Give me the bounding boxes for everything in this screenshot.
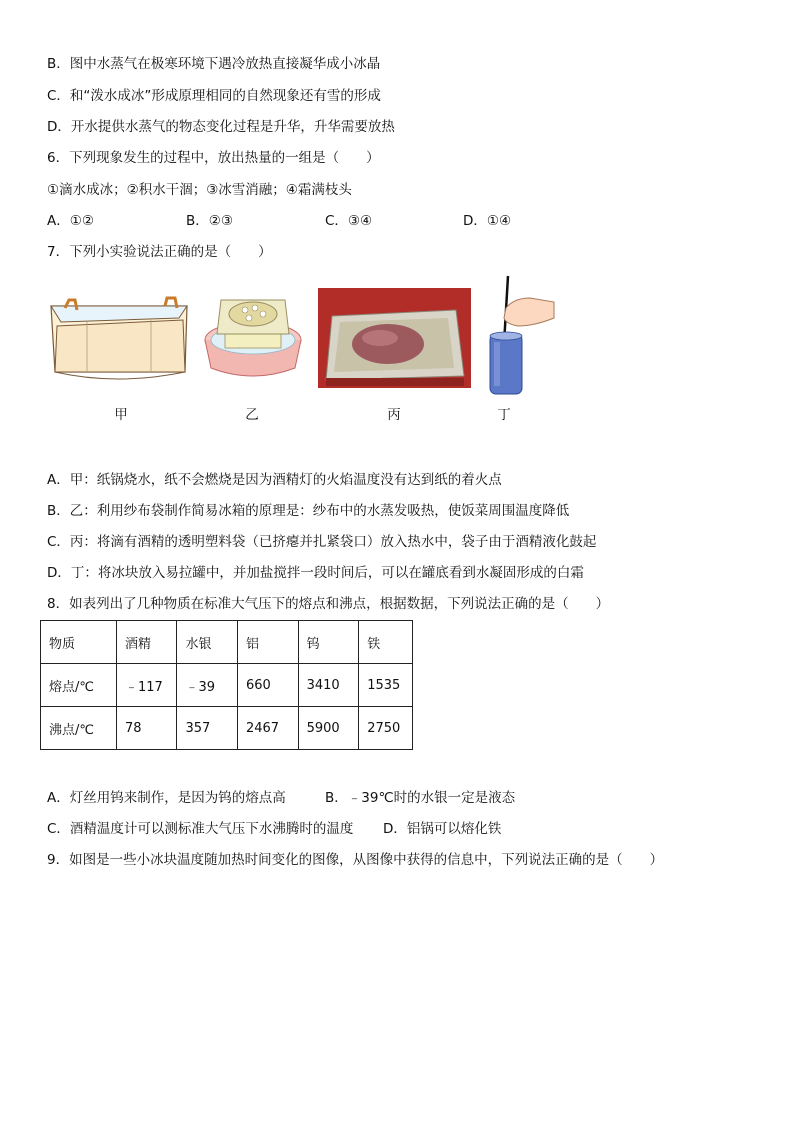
- q8-option-b: B．﹣39℃时的水银一定是液态: [325, 790, 516, 806]
- q7-option-d: D．丁：将冰块放入易拉罐中，并加盐搅拌一段时间后，可以在罐底看到水凝固形成的白霜: [47, 565, 584, 581]
- table-header-cell: 水银: [177, 621, 237, 664]
- table-row: [41, 707, 413, 750]
- gauze-bag-cooler-figure: [203, 288, 305, 384]
- table-header-row: [41, 621, 413, 664]
- table-cell: 5900: [298, 707, 359, 750]
- table-cell: 1535: [359, 664, 413, 707]
- table-header-cell: 酒精: [117, 621, 177, 664]
- q8-option-a: A．灯丝用钨来制作，是因为钨的熔点高: [47, 790, 286, 806]
- q7-option-b: B．乙：利用纱布袋制作简易冰箱的原理是：纱布中的水蒸发吸热，使饭菜周围温度降低: [47, 503, 570, 519]
- table-cell: 2750: [359, 707, 413, 750]
- q6-option-d: D．①④: [463, 213, 512, 229]
- q8-option-d: D．铝锅可以熔化铁: [383, 821, 502, 837]
- table-header-cell: 铁: [359, 621, 413, 664]
- q5-option-c: C．和“泼水成冰”形成原理相同的自然现象还有雪的形成: [47, 88, 381, 104]
- table-cell: 3410: [298, 664, 359, 707]
- table-cell: ﹣39: [177, 664, 237, 707]
- q7-option-a: A．甲：纸锅烧水，纸不会燃烧是因为酒精灯的火焰温度没有达到纸的着火点: [47, 472, 502, 488]
- melting-boiling-point-table: [40, 620, 413, 750]
- table-cell: 660: [237, 664, 298, 707]
- q5-option-d: D．开水提供水蒸气的物态变化过程是升华，升华需要放热: [47, 119, 395, 135]
- q7-stem: 7．下列小实验说法正确的是（ ）: [47, 244, 272, 260]
- q6-option-a: A．①②: [47, 213, 94, 229]
- q8-option-c: C．酒精温度计可以测标准大气压下水沸腾时的温度: [47, 821, 354, 837]
- q6-items: ①滴水成冰；②积水干涸；③冰雪消融；④霜满枝头: [47, 182, 352, 198]
- paper-pot-figure: [47, 296, 191, 390]
- q6-option-c: C．③④: [325, 213, 373, 229]
- table-cell: 2467: [237, 707, 298, 750]
- q8-stem: 8．如表列出了几种物质在标准大气压下的熔点和沸点，根据数据，下列说法正确的是（ ）: [47, 596, 610, 612]
- q7-option-c: C．丙：将滴有酒精的透明塑料袋（已挤瘪并扎紧袋口）放入热水中，袋子由于酒精液化鼓起: [47, 534, 597, 550]
- table-header-cell: 物质: [41, 621, 117, 664]
- table-header-cell: 铝: [237, 621, 298, 664]
- figure-caption-yi: 乙: [245, 407, 259, 423]
- table-header-cell: 钨: [298, 621, 359, 664]
- table-cell: 熔点/℃: [41, 664, 117, 707]
- table-cell: 78: [117, 707, 177, 750]
- q6-option-b: B．②③: [186, 213, 233, 229]
- q9-stem: 9．如图是一些小冰块温度随加热时间变化的图像，从图像中获得的信息中，下列说法正确的是（ ）: [47, 852, 664, 868]
- table-row: [41, 664, 413, 707]
- figure-caption-jia: 甲: [114, 407, 128, 423]
- table-cell: 357: [177, 707, 237, 750]
- plastic-bag-photo-figure: [318, 288, 471, 388]
- table-cell: ﹣117: [117, 664, 177, 707]
- figure-caption-bing: 丙: [387, 407, 401, 423]
- figure-caption-ding: 丁: [497, 407, 511, 423]
- q5-option-b: B．图中水蒸气在极寒环境下遇冷放热直接凝华成小冰晶: [47, 56, 381, 72]
- can-stirring-figure: [484, 272, 556, 398]
- q6-stem: 6．下列现象发生的过程中，放出热量的一组是（ ）: [47, 150, 380, 166]
- table-cell: 沸点/℃: [41, 707, 117, 750]
